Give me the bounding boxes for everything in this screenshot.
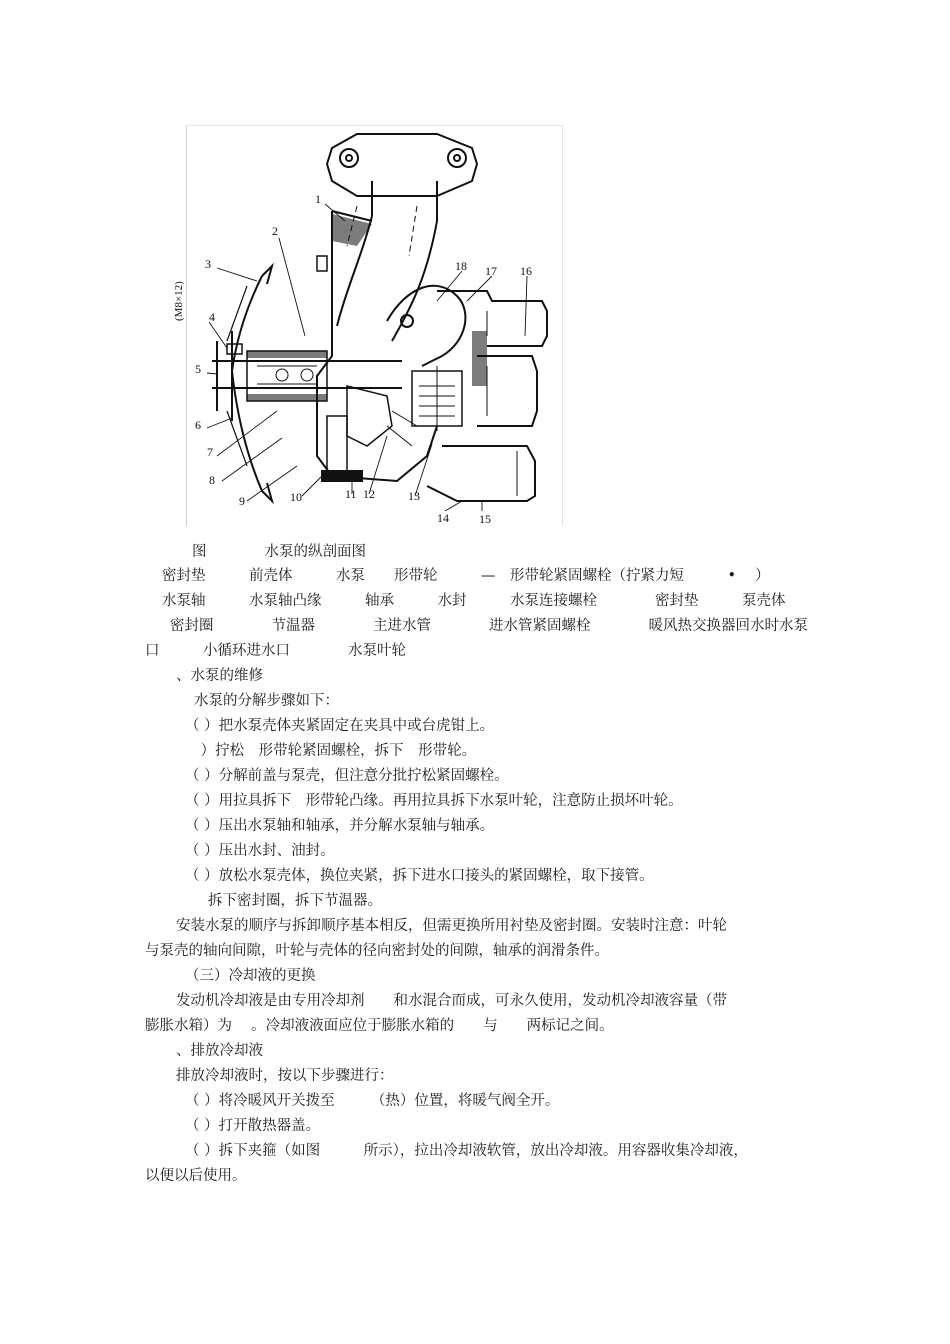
step-line: （ ）把水泵壳体夹紧固定在夹具中或台虎钳上。	[185, 718, 495, 734]
water-pump-diagram	[173, 125, 563, 526]
callout-18: 18	[455, 259, 467, 273]
section-heading-drain: 、排放冷却液	[176, 1043, 263, 1059]
step-line: （ ）用拉具拆下 形带轮凸缘。再用拉具拆下水泵叶轮，注意防止损坏叶轮。	[185, 793, 683, 809]
callout-9: 9	[239, 494, 245, 508]
callout-13: 13	[408, 489, 420, 503]
callout-12: 12	[363, 487, 375, 501]
paragraph: 排放冷却液时，按以下步骤进行：	[176, 1068, 394, 1084]
step-line: （ ）放松水泵壳体，换位夹紧，拆下进水口接头的紧固螺栓，取下接管。	[185, 868, 654, 884]
legend-line-3: 密封圈 节温器 主进水管 进水管紧固螺栓 暖风热交换器回水时水泵	[170, 618, 808, 634]
step-line: （ ）压出水封、油封。	[185, 843, 335, 859]
callout-6: 6	[195, 418, 201, 432]
legend-line-1: 密封垫 前壳体 水泵 形带轮 — 形带轮紧固螺栓（拧紧力短 • ）	[162, 568, 770, 584]
callout-5: 5	[195, 362, 201, 376]
callout-14: 14	[437, 511, 449, 525]
paragraph: 以便以后使用。	[145, 1168, 247, 1184]
paragraph: 安装水泵的顺序与拆卸顺序基本相反，但需更换所用衬垫及密封圈。安装时注意：叶轮	[176, 918, 727, 934]
paragraph: 水泵的分解步骤如下：	[194, 693, 339, 709]
callout-1: 1	[315, 192, 321, 206]
callout-11: 11	[345, 487, 357, 501]
figure-caption: 图 水泵的纵剖面图	[192, 544, 366, 560]
section-heading-coolant: （三）冷却液的更换	[185, 968, 316, 984]
paragraph: 发动机冷却液是由专用冷却剂 和水混合而成，可永久使用，发动机冷却液容量（带	[176, 993, 727, 1009]
callout-8: 8	[209, 473, 215, 487]
callout-2: 2	[272, 224, 278, 238]
legend-line-4: 口 小循环进水口 水泵叶轮	[145, 643, 406, 659]
step-line: 拆下密封圈，拆下节温器。	[208, 893, 382, 909]
section-heading-pump-repair: 、水泵的维修	[176, 668, 263, 684]
step-line: （ ）打开散热器盖。	[185, 1118, 321, 1134]
paragraph: 与泵壳的轴向间隙，叶轮与壳体的径向密封处的间隙，轴承的润滑条件。	[145, 943, 609, 959]
bolt-spec-label: (M8×12)	[173, 281, 185, 321]
water-pump-cross-section-drawing	[187, 126, 562, 526]
step-line: （ ）分解前盖与泵壳，但注意分批拧松紧固螺栓。	[185, 768, 509, 784]
step-line: （ ）压出水泵轴和轴承，并分解水泵轴与轴承。	[185, 818, 495, 834]
callout-15: 15	[479, 512, 491, 526]
callout-3: 3	[205, 257, 211, 271]
callout-16: 16	[520, 264, 532, 278]
callout-4: 4	[209, 310, 215, 324]
callout-10: 10	[290, 490, 302, 504]
step-line: （ ）将冷暖风开关拨至 （热）位置，将暖气阀全开。	[185, 1093, 560, 1109]
callout-17: 17	[485, 264, 497, 278]
paragraph: 膨胀水箱）为 。冷却液液面应位于膨胀水箱的 与 两标记之间。	[145, 1018, 614, 1034]
step-line: ）拧松 形带轮紧固螺栓，拆下 形带轮。	[196, 743, 477, 759]
callout-7: 7	[207, 445, 213, 459]
step-line: （ ）拆下夹箍（如图 所示），拉出冷却液软管，放出冷却液。用容器收集冷却液，	[185, 1143, 748, 1159]
legend-line-2: 水泵轴 水泵轴凸缘 轴承 水封 水泵连接螺栓 密封垫 泵壳体	[162, 593, 786, 609]
